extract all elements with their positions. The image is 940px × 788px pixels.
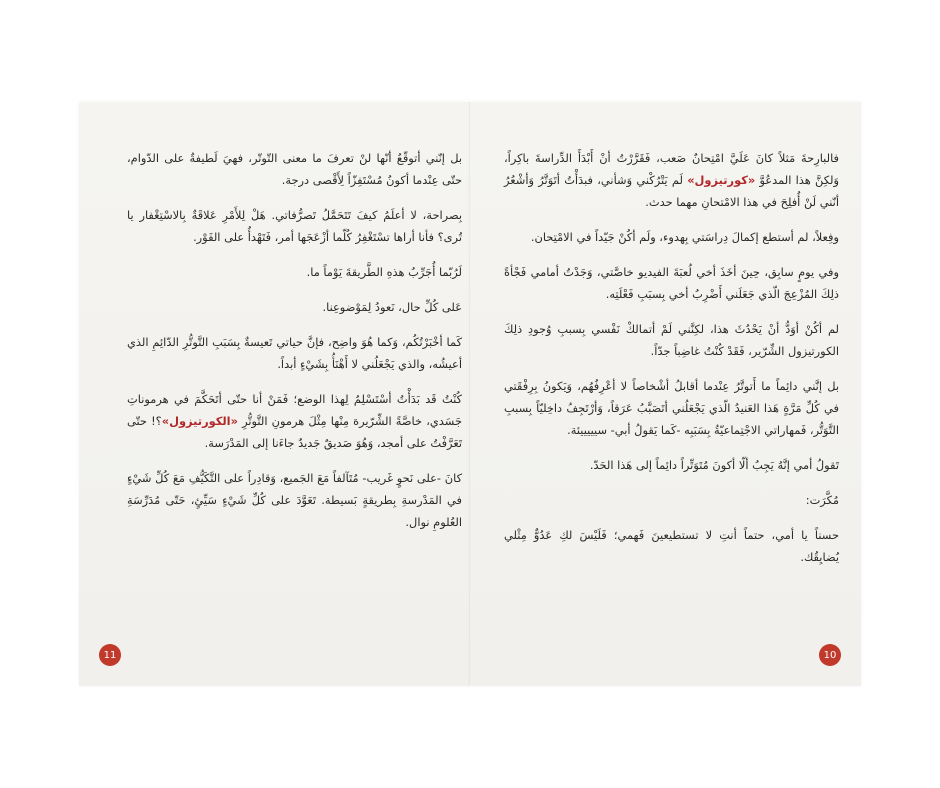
paragraph: تَقولُ أمي إنَّهُ يَجِبُ ألّا أكونَ مُتَوَتِّراً دائِماً إلى هَذا الحَدّ. xyxy=(589,458,839,472)
highlighted-term: «الكورتيزول» xyxy=(161,414,238,428)
right-page xyxy=(470,102,861,686)
left-page xyxy=(79,102,470,686)
paragraph: حسناً يا أمي، حتماً أنتِ لا تستطيعينَ فَهمي؛ فَلَيْسَ لكِ عَدُوٌّ مِثْلي يُضايِقُك. xyxy=(504,528,839,564)
paragraph: كانَ -على نَحوٍ غَريب- مُتَآلفاً مَعَ الجَميع، وَقادِراً على التَّكَيُّفِ مَعَ كُلِّ شَيْءٍ في المَدْرسةِ بِطريقةٍ بَسيطة. تَعَوَّدَ على كُلِّ شَيْءٍ سَيِّئٍ، حَتّى مُدَرِّسَةِ العُلومِ نوال. xyxy=(127,471,462,529)
paragraph: مُكَّرَت: xyxy=(805,493,839,507)
page-number-badge: 11 xyxy=(99,644,121,666)
paragraph: بِصراحة، لا أعلَمُ كيفَ تَتَحَمَّلُ تَصرُّفاتي. هَلْ لِلأَمْرِ عَلاقَةٌ بِالاسْتِغْفار يا تُرى؟ فأنا أراها تسْتَغْفِرُ كُلّما أزْعَجَها أمر، فَتَهْدأُ على الفَوْر. xyxy=(127,208,462,244)
right-page-text xyxy=(504,147,839,581)
paragraph: كَما أخْبَرْتُكُم، وَكما هُوَ واضِح، فإنَّ حياتي تَعيسةٌ بِسَبَبِ التَّوتُّرِ الدّائِمِ الذي أعيشُه، والذي يَجْعَلُني لا أَهْنَأُ بِشَيْءٍ أبداً. xyxy=(127,335,462,371)
paragraph: بل إنَّني دائِماً ما أَتوتَّرُ عِنْدما أقابلُ أشْخاصاً لا أعْرِفُهُم، وَيَكونُ بِرِفْقَتي في كُلِّ مَرَّةٍ هَذا العَنيدُ الّذي يَجْعَلُني أتَصَبَّبُ عَرَقاً، وَأرْتَجِفُ داخِليّاً بِسببِ التَّوَتُّر، فَمهاراتي الاجْتِماعيّةُ بِسَبَبِه -كَما يَقولُ أبي- سيييييئة. xyxy=(504,379,839,437)
paragraph: كُنْتُ قَد بَدَأْتُ أسْتَسْلِمُ لِهذا الوضع؛ فَمَنْ أنا حتّى أتَحَكَّمَ في هرموناتِ جَسَدي، خاصَّةً الشِّرّيرة مِنْها مِثْلَ هرمونِ التَّوتُّرِ «الكورتيزول»؟! حتّى تَعَرَّفْتُ على أمجد، وَهُوَ صَديقٌ جَديدٌ جاءَنا إلى المَدْرَسة. xyxy=(127,392,462,450)
paragraph: لَرُبّما أُجَرِّبُ هذهِ الطَّريقةَ يَوْماً ما. xyxy=(306,265,462,279)
page-number-badge: 10 xyxy=(819,644,841,666)
paragraph: وفي يومٍ سابِق، حِينَ أخَذَ أخي لُعبَةَ الفيديو خاصَّتي، وَجَدْتُ أمامي فَجْأةً ذلِكَ المُزْعِجَ الّذي جَعَلَني أَضْرِبُ أخي بِسبَبِ فَعْلَتِه. xyxy=(504,265,839,301)
paragraph: فالبارِحةَ مَثلاً كانَ عَلَيَّ امْتِحانٌ صَعب، فَقَرَّرْتُ أنْ أَبْدَأَ الدِّراسةَ باكِراً، وَلكِنَّ هذا المدعُوَّ «كورتيزول» لَم يَتْرُكْني وَشأني، فبدَأْتُ أتَوَتَّرُ وَأشْعُرُ أنّني لَنْ أُفلِحَ في هذا الامْتحانِ مهما حدث. xyxy=(504,151,839,209)
paragraph: لم أكُنْ أوَدُّ أنْ يَحْدُثَ هذا، لكِنَّني لَمْ أتمالكْ نَفْسي بِسببِ وُجودِ ذلِكَ الكورتيزول الشِّرّير، فَقَدْ كُنْتُ غاضِباً جدّاً. xyxy=(504,322,839,358)
paragraph: وفِعلاً، لم أستطع إكمالَ دِراسَتي بِهدوء، ولَم أكُنْ جَيّداً في الامْتِحان. xyxy=(530,230,839,244)
paragraph: بل إنّني أتوقّعُ أنّها لنْ تعرفَ ما معنى التّوتّر، فهيَ لَطيفةٌ على الدّوام، حتّى عِنْدما أكونُ مُسْتَفِزّاً لِأَقْصى درجة. xyxy=(127,151,462,187)
book-spread xyxy=(79,102,861,686)
left-page-text xyxy=(127,147,462,546)
highlighted-term: «كورتيزول» xyxy=(687,173,756,187)
paragraph: عَلى كُلِّ حال، نَعودُ لِمَوْضوعِنا. xyxy=(322,300,462,314)
